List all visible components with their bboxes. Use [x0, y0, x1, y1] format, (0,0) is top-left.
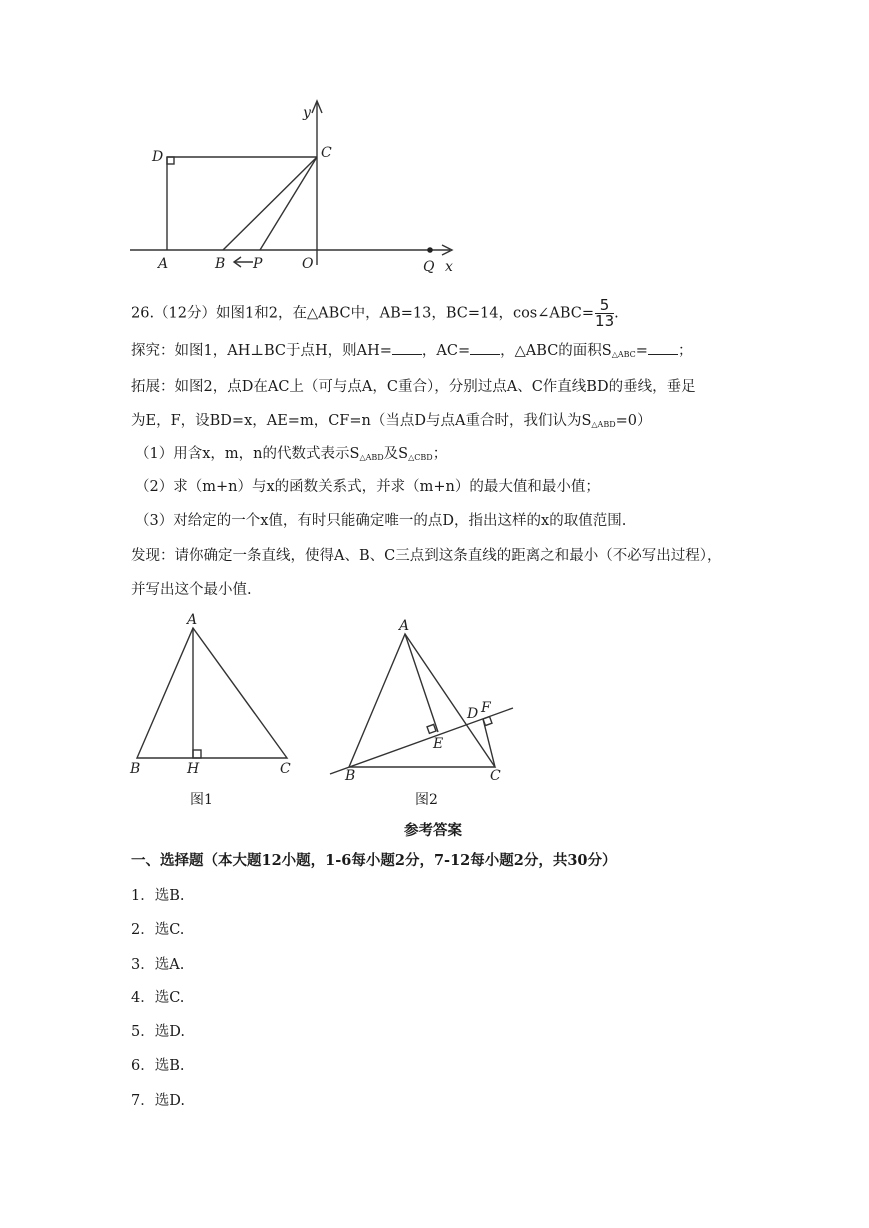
discover-line-2: 并写出这个最小值.	[131, 582, 252, 598]
point-Q	[427, 247, 433, 253]
problem-header	[131, 298, 619, 329]
label-B: B	[215, 256, 226, 272]
explore-text-ac: ，AC=	[421, 343, 471, 359]
cos-fraction	[595, 298, 614, 329]
right-angle-mark-D	[167, 157, 174, 164]
explore-text-area: ，△ABC的面积S	[500, 343, 612, 359]
blank-ah[interactable]	[392, 340, 422, 355]
fig1-label-B: B	[130, 761, 141, 777]
q1-end: ；	[432, 446, 448, 462]
cos-denominator: 13	[595, 312, 615, 330]
fig1-label-A: A	[187, 612, 198, 628]
answer-item: 1．选B.	[131, 888, 185, 904]
cos-numerator: 5	[595, 298, 614, 314]
q1-subscript-abd: △ABD	[359, 453, 384, 462]
right-angle-mark-F	[483, 717, 492, 726]
q1-text: （1）用含x，m，n的代数式表示S	[135, 446, 360, 462]
right-angle-mark-H	[193, 750, 201, 758]
figure-1	[125, 610, 305, 785]
label-C: C	[321, 145, 332, 161]
answer-item: 5．选D.	[131, 1024, 185, 1040]
question-2: （2）求（m+n）与x的函数关系式，并求（m+n）的最大值和最小值；	[135, 479, 600, 495]
explore-line	[131, 340, 692, 365]
discover-line-1: 发现：请你确定一条直线，使得A、B、C三点到这条直线的距离之和最小（不必写出过程），	[131, 548, 722, 564]
segment-PC	[260, 157, 317, 250]
answer-item: 6．选B.	[131, 1058, 185, 1074]
answers-section-heading: 一、选择题（本大题12小题，1-6每小题2分，7-12每小题2分，共30分）	[131, 852, 617, 869]
label-P: P	[253, 256, 263, 272]
problem-header-text: 26.（12分）如图1和2，在△ABC中，AB=13，BC=14，cos∠ABC=	[131, 305, 595, 322]
label-Q: Q	[423, 259, 435, 275]
expand-subscript: △ABD	[591, 420, 616, 429]
fig1-label-C: C	[280, 761, 291, 777]
triangle-ABC-fig1	[137, 628, 287, 758]
problem-header-end: .	[614, 305, 619, 322]
explore-equals: =	[635, 343, 648, 359]
label-D: D	[152, 149, 164, 165]
label-O: O	[302, 256, 314, 272]
q1-subscript-cbd: △CBD	[408, 453, 433, 462]
answer-item: 7．选D.	[131, 1093, 185, 1109]
answer-item: 3．选A.	[131, 957, 185, 973]
expand-text: 为E，F，设BD=x，AE=m，CF=n（当点D与点A重合时，我们认为S	[131, 413, 592, 429]
fig2-label-F: F	[481, 700, 491, 716]
q1-and: 及S	[383, 446, 409, 462]
fig2-label-C: C	[490, 768, 501, 784]
segment-BC	[223, 157, 317, 250]
right-angle-mark-E	[427, 724, 436, 733]
fig1-label-H: H	[187, 761, 200, 777]
label-x: x	[445, 259, 453, 275]
label-A: A	[158, 256, 169, 272]
blank-area[interactable]	[648, 340, 678, 355]
question-3: （3）对给定的一个x值，有时只能确定唯一的点D，指出这样的x的取值范围.	[135, 513, 627, 529]
blank-ac[interactable]	[470, 340, 500, 355]
fig2-label-A: A	[399, 618, 410, 634]
fig2-label-D: D	[467, 706, 479, 722]
question-1	[135, 444, 447, 468]
figure-1-caption: 图1	[190, 792, 213, 808]
figure-2	[325, 612, 525, 787]
label-y: y	[303, 105, 311, 121]
perpendicular-CF	[483, 719, 495, 767]
answer-item: 2．选C.	[131, 922, 185, 938]
area-subscript: △ABC	[611, 350, 636, 359]
expand-line-2	[131, 411, 652, 435]
figure-2-caption: 图2	[415, 792, 438, 808]
fig2-label-B: B	[345, 768, 356, 784]
triangle-ABC-fig2	[349, 634, 495, 767]
answer-item: 4．选C.	[131, 990, 185, 1006]
coordinate-figure	[120, 95, 470, 275]
fig2-label-E: E	[433, 736, 444, 752]
expand-end: =0）	[615, 413, 652, 429]
explore-text-ah: 探究：如图1，AH⊥BC于点H，则AH=	[131, 343, 392, 359]
answers-title: 参考答案	[404, 822, 462, 839]
expand-line-1: 拓展：如图2，点D在AC上（可与点A，C重合），分别过点A、C作直线BD的垂线，垂足	[131, 379, 696, 395]
explore-end: ；	[677, 343, 693, 359]
perpendicular-AE	[405, 634, 438, 732]
